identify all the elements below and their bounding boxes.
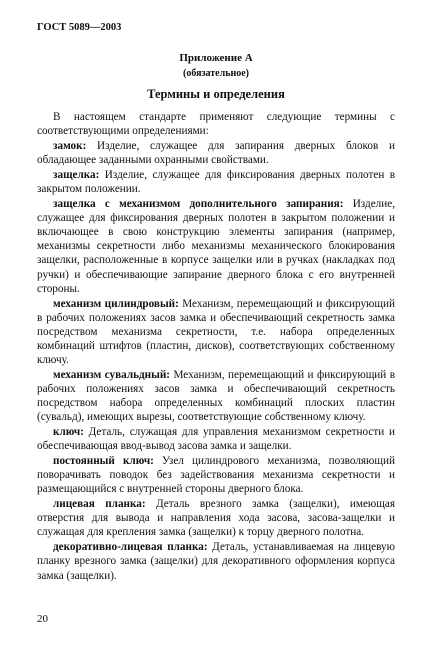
definition-term: защелка: — [53, 169, 100, 182]
definition-paragraph — [37, 497, 395, 539]
definition-term: механизм цилиндровый: — [53, 297, 179, 310]
definition-term: защелка с механизмом дополнительного запирания: — [53, 198, 344, 211]
definition-paragraph — [37, 540, 395, 582]
definition-text: Узел цилиндрового механизма, позволяющий поворачивать поводок без задействования механизма секретности и размещающийся с внутренней стороны дверного блока. — [37, 455, 395, 496]
definition-term: лицевая планка: — [53, 498, 146, 511]
definition-text: Деталь, служащая для управления механизмом секретности и обеспечивающая ввод-вывод засова замка и защелки. — [37, 426, 395, 453]
definition-paragraph — [37, 197, 395, 295]
body-text — [37, 110, 395, 583]
definition-term: постоянный ключ: — [53, 455, 154, 468]
appendix-note: (обязательное) — [182, 68, 250, 79]
definition-term: ключ: — [53, 426, 84, 439]
definition-text: Изделие, служащее для фиксирования дверных полотен в закрытом положении и включающее в свою конструкцию элементы запирания (например, механизмы секретности либо механизмы механического блокирования защелки, расположенные в корпусе защелки или в ручках (накладках под ручки) и обеспечивающие запирание дверного блока с его внутренней стороны. — [37, 198, 395, 295]
definition-text: Изделие, служащее для запирания дверных блоков и обладающее заданными охранными свойствами. — [37, 140, 395, 167]
section-title: Термины и определения — [147, 87, 285, 101]
definition-text: Механизм, перемещающий и фиксирующий в рабочих положениях засов замка и обеспечивающий секретность замка посредством механизма секретности, т.е. набора определенных комбинаций штифтов (пластин, дисков), соответствующих собственному ключу. — [37, 297, 395, 366]
page-number: 20 — [37, 613, 48, 625]
definition-paragraph — [37, 168, 395, 196]
definition-paragraph — [37, 368, 395, 424]
definition-paragraph — [37, 139, 395, 167]
definition-term: декоративно-лицевая планка: — [53, 541, 208, 554]
definition-text: Деталь, устанавливаемая на лицевую планку врезного замка (защелки) для декоративного оформления корпуса замка (защелки). — [37, 541, 395, 582]
definition-term: замок: — [53, 140, 87, 153]
intro-paragraph: В настоящем стандарте применяют следующие термины с соответствующими определениями: — [37, 111, 395, 138]
definition-text: Деталь врезного замка (защелки), имеющая отверстия для вывода и направления хода засова, засова-защелки и служащая для крепления замка (защелки) к торцу дверного полотна. — [37, 498, 396, 539]
definition-paragraph — [37, 454, 395, 496]
definition-paragraph — [37, 425, 395, 453]
definition-paragraph — [37, 297, 395, 367]
document-code: ГОСТ 5089—2003 — [37, 22, 122, 33]
definition-text: Изделие, служащее для фиксирования дверных полотен в закрытом положении. — [37, 169, 395, 196]
definition-term: механизм сувальдный: — [53, 368, 171, 381]
definition-text: Механизм, перемещающий и фиксирующий в рабочих положениях засов замка и обеспечивающий секретность посредством набора определенных комбинаций плоских пластин (сувальд), имеющих вырезы, соответствующие собственному ключу. — [37, 368, 395, 423]
appendix-title: Приложение А — [179, 52, 253, 64]
